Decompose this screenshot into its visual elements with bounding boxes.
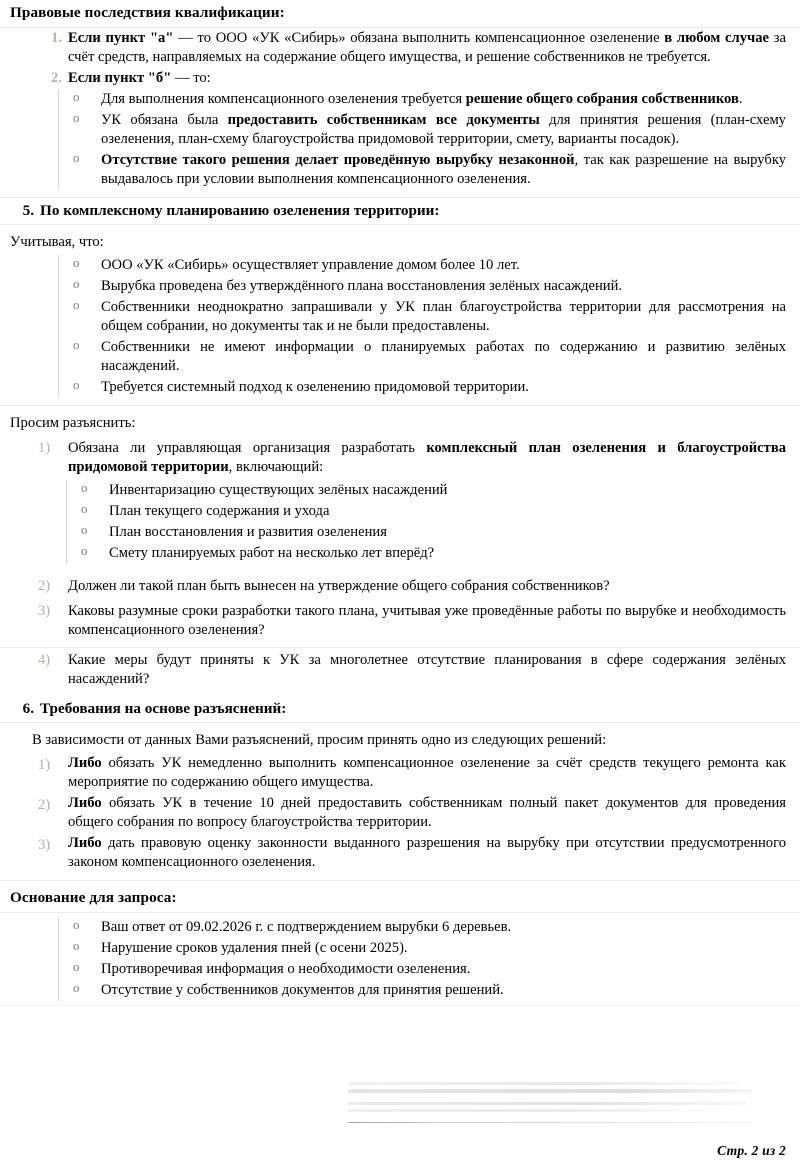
legal-consequences-list <box>0 28 800 89</box>
bullet-circle-icon: o <box>73 255 80 271</box>
item-text: Собственники неоднократно запрашивали у УК план благоустройства территории для рассмотрения на общем собрании, но документы так и не были предоставлены. <box>101 299 786 335</box>
list-item <box>0 574 786 599</box>
list-marker: 4) <box>38 651 51 668</box>
item-text: Требуется системный подход к озеленению придомовой территории. <box>101 379 529 396</box>
item-text-bold: предоставить собственникам все документы <box>227 111 540 128</box>
item-text-a: — то: <box>171 69 211 86</box>
bullet-circle-icon: o <box>73 958 80 974</box>
item-text-c: для принятия решения (план-схему озеленения, план-схему благоустройства придомовой территории, смету, варианты посадок). <box>101 111 786 147</box>
item-text: Должен ли такой план быть вынесен на утверждение общего собрания собственников? <box>68 577 610 594</box>
section-title: Требования на основе разъяснений: <box>40 699 287 717</box>
divider <box>0 1005 800 1006</box>
item-text: План восстановления и развития озеленения <box>109 523 387 540</box>
item-text: Каковы разумные сроки разработки такого плана, учитывая уже проведённые работы по вырубке и необходимость компенсационного озеленения? <box>68 602 786 638</box>
list-item <box>59 917 786 938</box>
list-item <box>0 68 786 89</box>
item-text-bold: решение общего собрания собственников <box>465 90 739 107</box>
item-lead-bold: Либо <box>68 835 102 852</box>
list-marker: 3) <box>38 602 51 619</box>
item-lead-bold: Если пункт "б" <box>68 69 172 86</box>
item-text-a: Для выполнения компенсационного озеленения требуется <box>101 90 466 107</box>
item-text-a: Обязана ли управляющая организация разработать <box>68 439 427 456</box>
list-item <box>0 648 786 692</box>
list-item <box>67 501 786 522</box>
bullet-circle-icon: o <box>73 297 80 313</box>
bullet-circle-icon: o <box>81 479 88 495</box>
bullet-circle-icon: o <box>81 521 88 537</box>
list-item <box>59 110 786 150</box>
item-text: Ваш ответ от 09.02.2026 г. с подтверждением вырубки 6 деревьев. <box>101 918 512 935</box>
list-item <box>0 599 786 643</box>
item-text: обязать УК в течение 10 дней предоставить собственникам полный пакет документов для проведения общего собрания по вопросу благоустройства территории. <box>68 795 786 831</box>
list-item <box>67 480 786 501</box>
lead-considering: Учитывая, что: <box>10 234 104 251</box>
bullet-circle-icon: o <box>73 979 80 995</box>
list-item <box>59 377 786 398</box>
item-text: Смету планируемых работ на несколько лет вперёд? <box>109 544 435 561</box>
bullet-circle-icon: o <box>73 337 80 353</box>
bullet-circle-icon: o <box>73 149 80 165</box>
item-text-bold: Отсутствие такого решения делает проведённую вырубку незаконной <box>101 151 575 168</box>
list-item <box>0 753 786 793</box>
clarifications-list <box>0 436 800 480</box>
list-item <box>67 543 786 564</box>
basis-bullets <box>58 917 800 1001</box>
item-text-a: — то ООО «УК «Сибирь» обязана выполнить компенсационное озеленение <box>173 29 665 46</box>
section-number: 5. <box>22 201 34 219</box>
item-text-c: за счёт средств, направляемых на содержание общего имущества, и решение собственников не требуется. <box>68 29 786 65</box>
signature-lines <box>348 1078 752 1134</box>
list-marker: 3) <box>38 837 51 854</box>
page-footer: Стр. 2 из 2 <box>717 1143 786 1158</box>
heading-legal-consequences: Правовые последствия квалификации: <box>10 4 285 21</box>
list-item <box>59 150 786 190</box>
list-marker: 1) <box>38 757 51 774</box>
item-text: дать правовую оценку законности выданного разрешения на вырубку при отсутствии предусмотренного законом компенсационного озеленения. <box>68 835 786 871</box>
list-item <box>59 980 786 1001</box>
section-number: 6. <box>22 699 34 717</box>
bullet-circle-icon: o <box>81 500 88 516</box>
list-marker: 2) <box>38 577 51 594</box>
item-text-c: , так как разрешение на вырубку выдавалось при условии выполнения компенсационного озеленения. <box>101 151 786 187</box>
list-item <box>59 297 786 337</box>
list-marker: 2) <box>38 797 51 814</box>
item-text-c: , включающий: <box>228 458 324 475</box>
list-item <box>59 337 786 377</box>
requirements-list <box>0 753 800 873</box>
list-item <box>0 28 786 68</box>
item-text: Инвентаризацию существующих зелёных насаждений <box>109 481 448 498</box>
item-text-bold: в любом случае <box>664 29 770 46</box>
section5-bullets <box>58 255 800 398</box>
bullet-circle-icon: o <box>73 88 80 104</box>
item-text: Собственники не имеют информации о планируемых работах по содержанию и развитию зелёных насаждений. <box>101 339 786 375</box>
item-lead-bold: Либо <box>68 795 102 812</box>
clarifications-list-cont2 <box>0 648 800 692</box>
lead-requirements: В зависимости от данных Вами разъяснений, просим принять одно из следующих решений: <box>32 732 607 749</box>
item-lead-bold: Если пункт "а" <box>68 29 174 46</box>
bullet-circle-icon: o <box>73 276 80 292</box>
item-text: Противоречивая информация о необходимости озеленения. <box>101 960 471 977</box>
item-text: Отсутствие у собственников документов для принятия решений. <box>101 981 504 998</box>
list-item <box>59 89 786 110</box>
item-text: Какие меры будут приняты к УК за многолетнее отсутствие планирования в сфере содержания зелёных насаждений? <box>68 651 786 687</box>
list-item <box>59 276 786 297</box>
heading-section-5 <box>0 198 800 225</box>
item-text: Нарушение сроков удаления пней (с осени 2025). <box>101 939 408 956</box>
list-item <box>0 793 786 833</box>
list-item <box>0 833 786 873</box>
list-marker: 1) <box>38 439 51 456</box>
item-text: ООО «УК «Сибирь» осуществляет управление домом более 10 лет. <box>101 257 520 274</box>
bullet-circle-icon: o <box>73 109 80 125</box>
bullet-circle-icon: o <box>73 916 80 932</box>
item-text-c: . <box>738 90 743 107</box>
item-text-a: УК обязана была <box>101 111 228 128</box>
bullet-circle-icon: o <box>73 377 80 393</box>
item-text: План текущего содержания и ухода <box>109 502 330 519</box>
list-item <box>59 255 786 276</box>
legal-consequences-sublist <box>58 89 800 190</box>
list-marker: 2. <box>51 69 62 86</box>
heading-section-6 <box>0 696 800 723</box>
bullet-circle-icon: o <box>81 542 88 558</box>
item-text: обязать УК немедленно выполнить компенсационное озеленение за счёт средств текущего ремонта как мероприятие по содержанию общего имущества. <box>68 755 786 791</box>
clarifications-sublist <box>66 480 800 564</box>
list-item <box>0 436 786 480</box>
clarifications-list-cont <box>0 574 800 643</box>
item-lead-bold: Либо <box>68 755 102 772</box>
list-item <box>67 522 786 543</box>
lead-clarifications: Просим разъяснить: <box>10 415 136 431</box>
item-text-bold: комплексный план озеленения и благоустройства придомовой территории <box>68 439 786 475</box>
list-item <box>59 959 786 980</box>
item-text: Вырубка проведена без утверждённого плана восстановления зелёных насаждений. <box>101 278 623 295</box>
bullet-circle-icon: o <box>73 937 80 953</box>
section-title: По комплексному планированию озеленения территории: <box>40 201 440 219</box>
heading-basis: Основание для запроса: <box>10 889 177 907</box>
list-marker: 1. <box>51 29 62 46</box>
list-item <box>59 938 786 959</box>
